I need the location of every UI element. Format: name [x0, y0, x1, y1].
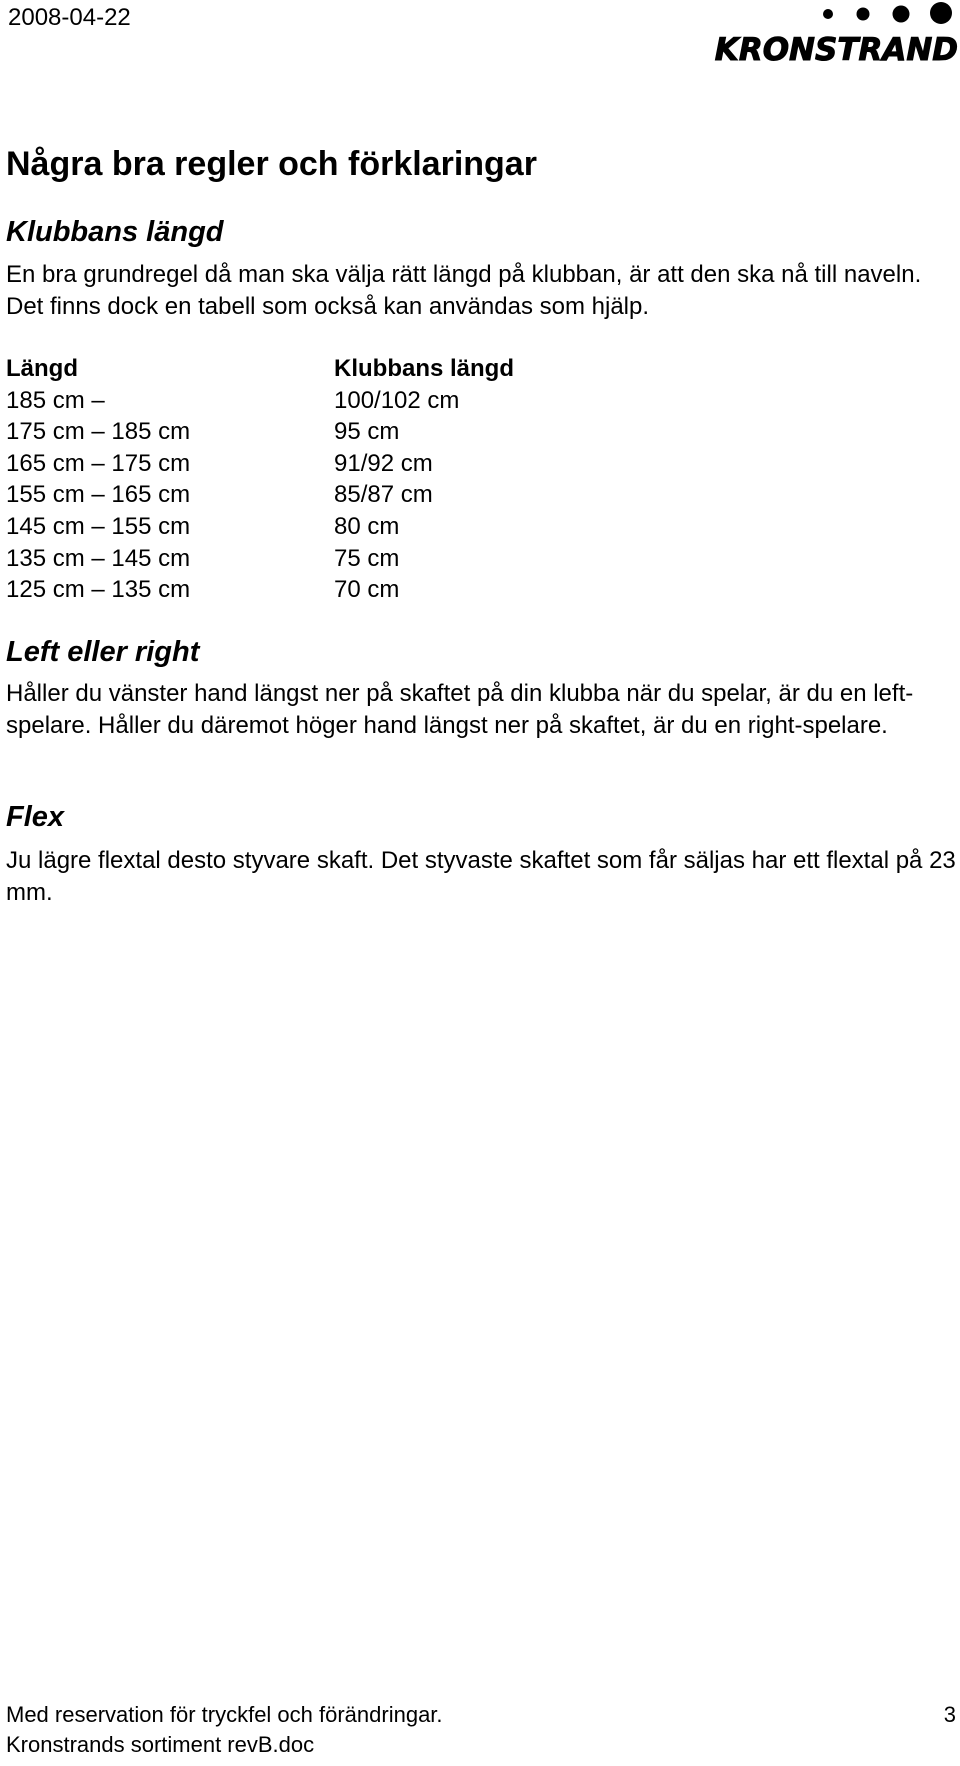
- table-cell-height: 135 cm – 145 cm: [6, 544, 191, 572]
- page-footer: [6, 1700, 956, 1760]
- table-cell-height: 145 cm – 155 cm: [6, 512, 191, 540]
- table-cell-club-length: 91/92 cm: [334, 449, 433, 477]
- table-header-height: Längd: [6, 355, 78, 382]
- table-row: [6, 479, 706, 511]
- table-cell-height: 125 cm – 135 cm: [6, 576, 191, 604]
- section-paragraph-flex: Ju lägre flextal desto styvare skaft. Det styvaste skaftet som får säljas har ett flextal på 23 mm.: [6, 847, 956, 906]
- table-row: [6, 574, 706, 606]
- table-cell-club-length: 100/102 cm: [334, 386, 460, 414]
- table-header-club-length: Klubbans längd: [334, 355, 514, 382]
- table-cell-club-length: 70 cm: [334, 576, 400, 604]
- logo-wordmark: KRONSTRAND: [714, 32, 958, 68]
- table-cell-club-length: 85/87 cm: [334, 481, 433, 509]
- table-cell-club-length: 75 cm: [334, 544, 400, 572]
- logo-dots-icon: [692, 0, 958, 30]
- table-cell-club-length: 80 cm: [334, 512, 400, 540]
- kronstrand-logo: [692, 0, 958, 72]
- table-row: [6, 416, 706, 448]
- date: 2008-04-22: [8, 4, 131, 31]
- table-row: [6, 448, 706, 480]
- length-table: [6, 353, 706, 606]
- table-row: [6, 511, 706, 543]
- table-cell-height: 175 cm – 185 cm: [6, 418, 191, 446]
- table-cell-height: 165 cm – 175 cm: [6, 449, 191, 477]
- section-paragraph-left-right: Håller du vänster hand längst ner på skaftet på din klubba när du spelar, är du en left-spelare. Håller du däremot höger hand längst ner på skaftet, är du en right-spelare.: [6, 680, 914, 739]
- page-title: Några bra regler och förklaringar: [6, 145, 537, 183]
- table-row: [6, 385, 706, 417]
- table-cell-club-length: 95 cm: [334, 418, 400, 446]
- table-cell-height: 185 cm –: [6, 386, 105, 414]
- table-row: [6, 543, 706, 575]
- section-heading-flex: Flex: [6, 801, 65, 833]
- footer-filename: Kronstrands sortiment revB.doc: [6, 1732, 315, 1757]
- table-header-row: [6, 353, 706, 385]
- section-heading-club-length: Klubbans längd: [6, 216, 224, 248]
- section-paragraph-club-length: En bra grundregel då man ska välja rätt längd på klubban, är att den ska nå till naveln. Det finns dock en tabell som också kan användas som hjälp.: [6, 261, 922, 320]
- footer-disclaimer: Med reservation för tryckfel och förändringar.: [6, 1702, 443, 1727]
- page-number: 3: [943, 1702, 956, 1727]
- section-heading-left-right: Left eller right: [6, 636, 200, 668]
- table-cell-height: 155 cm – 165 cm: [6, 481, 191, 509]
